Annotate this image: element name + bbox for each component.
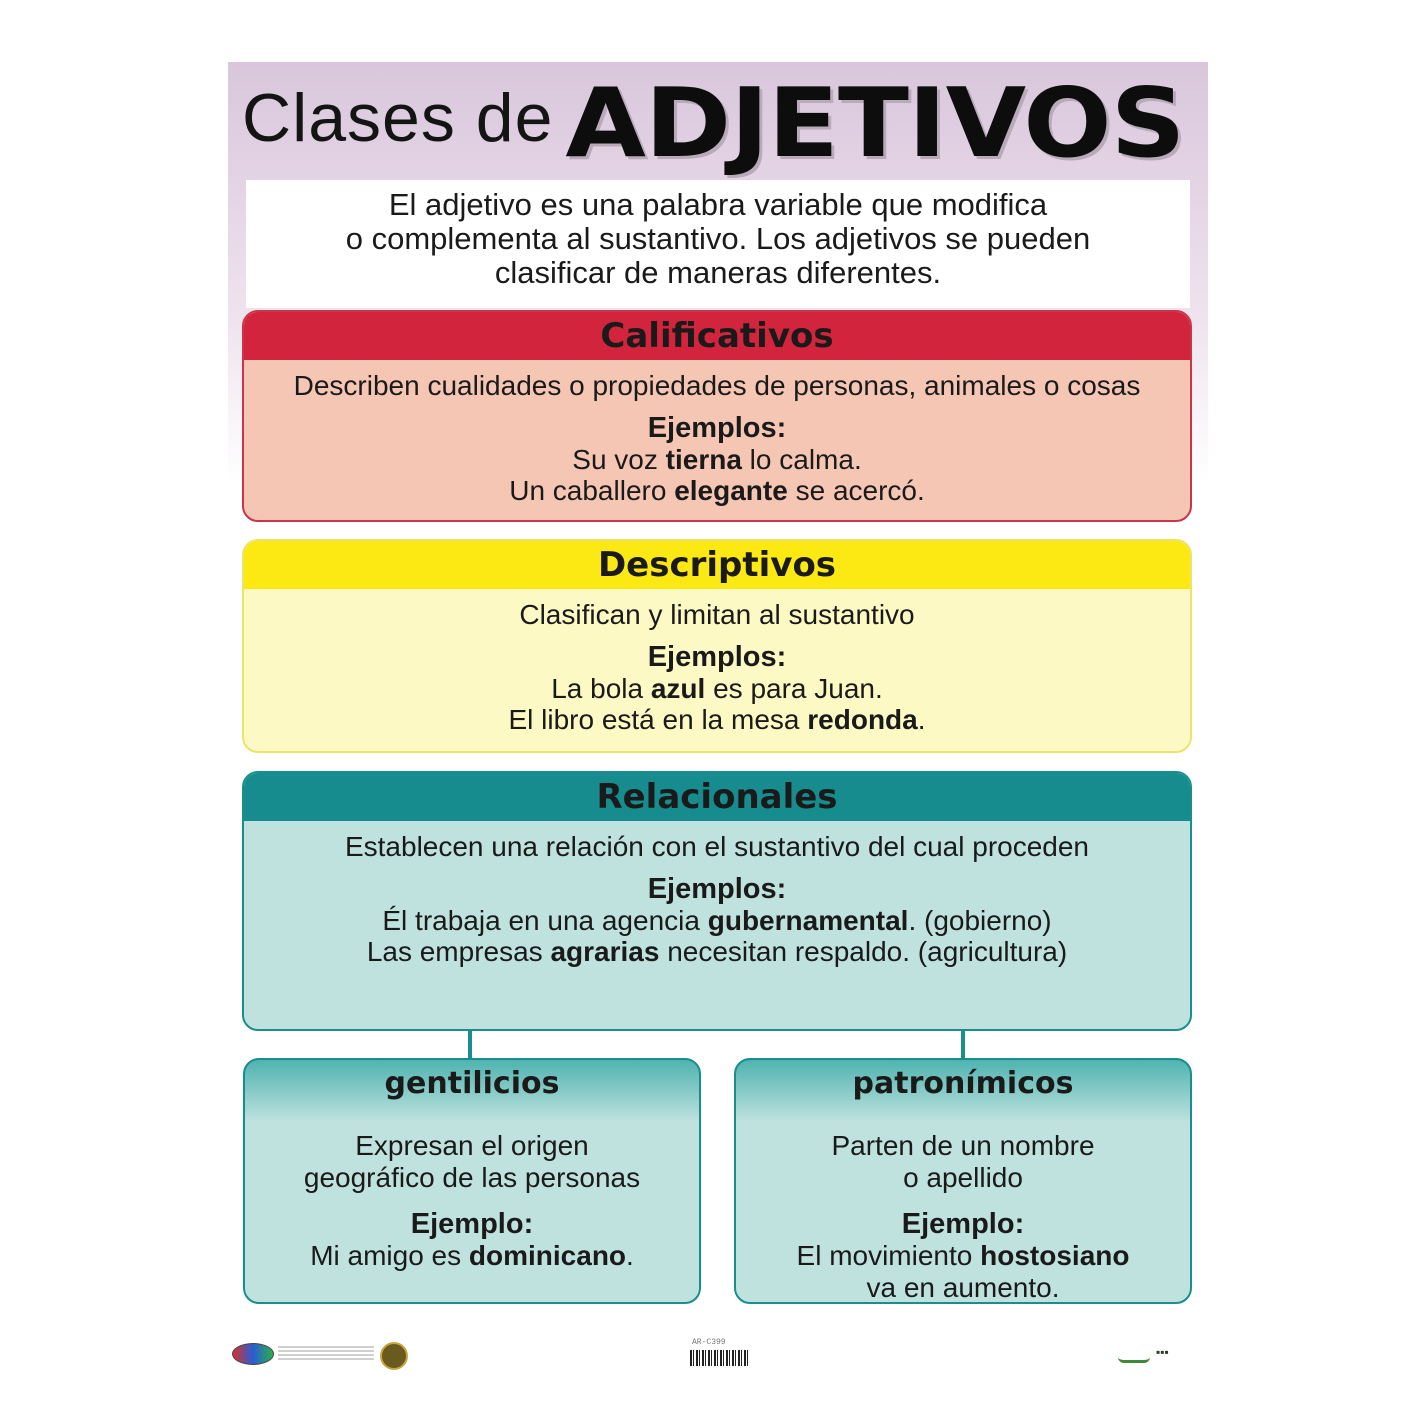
patronimicos-card xyxy=(734,1058,1192,1304)
poster xyxy=(228,62,1208,1362)
product-code: AR-C399 xyxy=(692,1338,726,1347)
calificativos-heading: Calificativos xyxy=(244,312,1190,360)
patronimicos-example-1: El movimiento hostosiano xyxy=(796,1240,1130,1271)
descriptivos-example-1: La bola azul es para Juan. xyxy=(551,673,883,704)
intro-text xyxy=(246,180,1190,308)
relacionales-example-1: Él trabaja en una agencia gubernamental. (gobierno) xyxy=(382,905,1052,936)
publisher-logo-icon xyxy=(232,1343,274,1365)
title-small: Clases de xyxy=(242,80,554,156)
patronimicos-heading: patronímicos xyxy=(852,1066,1074,1101)
descriptivos-card xyxy=(242,539,1192,753)
gentilicios-description-2: geográfico de las personas xyxy=(303,1162,641,1193)
patronimicos-description-2: o apellido xyxy=(903,1162,1023,1193)
intro-line-1: El adjetivo es una palabra variable que modifica xyxy=(388,187,1048,222)
page-title xyxy=(242,68,1202,178)
relacionales-examples-label: Ejemplos: xyxy=(647,873,787,905)
calificativos-card xyxy=(242,310,1192,522)
relacionales-heading: Relacionales xyxy=(244,773,1190,821)
brand-logo-icon: ▪▪▪ xyxy=(1156,1345,1169,1359)
gentilicios-card xyxy=(243,1058,701,1304)
seal-icon xyxy=(380,1342,408,1370)
calificativos-example-1: Su voz tierna lo calma. xyxy=(572,444,862,475)
publisher-fineprint xyxy=(278,1346,374,1360)
intro-line-3: clasificar de maneras diferentes. xyxy=(494,255,942,290)
calificativos-example-2: Un caballero elegante se acercó. xyxy=(509,475,925,506)
connector-right xyxy=(961,1030,965,1060)
barcode-icon xyxy=(690,1350,750,1366)
gentilicios-example-1: Mi amigo es dominicano. xyxy=(310,1240,634,1271)
connector-left xyxy=(468,1030,472,1060)
gentilicios-description-1: Expresan el origen xyxy=(355,1130,589,1161)
patronimicos-example-label: Ejemplo: xyxy=(901,1208,1025,1240)
intro-line-2: o complementa al sustantivo. Los adjetivos se pueden xyxy=(345,221,1091,256)
gentilicios-heading: gentilicios xyxy=(384,1066,560,1101)
descriptivos-heading: Descriptivos xyxy=(244,541,1190,589)
calificativos-examples-label: Ejemplos: xyxy=(647,412,787,444)
relacionales-card xyxy=(242,771,1192,1031)
patronimicos-description-1: Parten de un nombre xyxy=(831,1130,1095,1161)
calificativos-description: Describen cualidades o propiedades de personas, animales o cosas xyxy=(293,370,1141,401)
patronimicos-example-2: va en aumento. xyxy=(866,1272,1060,1303)
gentilicios-example-label: Ejemplo: xyxy=(410,1208,534,1240)
descriptivos-examples-label: Ejemplos: xyxy=(647,641,787,673)
brand-mark-icon xyxy=(1118,1348,1150,1363)
title-big: ADJETIVOS xyxy=(565,66,1185,180)
descriptivos-description: Clasifican y limitan al sustantivo xyxy=(519,599,915,630)
relacionales-example-2: Las empresas agrarias necesitan respaldo. (agricultura) xyxy=(366,936,1068,967)
relacionales-description: Establecen una relación con el sustantivo del cual proceden xyxy=(344,831,1090,862)
descriptivos-example-2: El libro está en la mesa redonda. xyxy=(508,704,926,735)
